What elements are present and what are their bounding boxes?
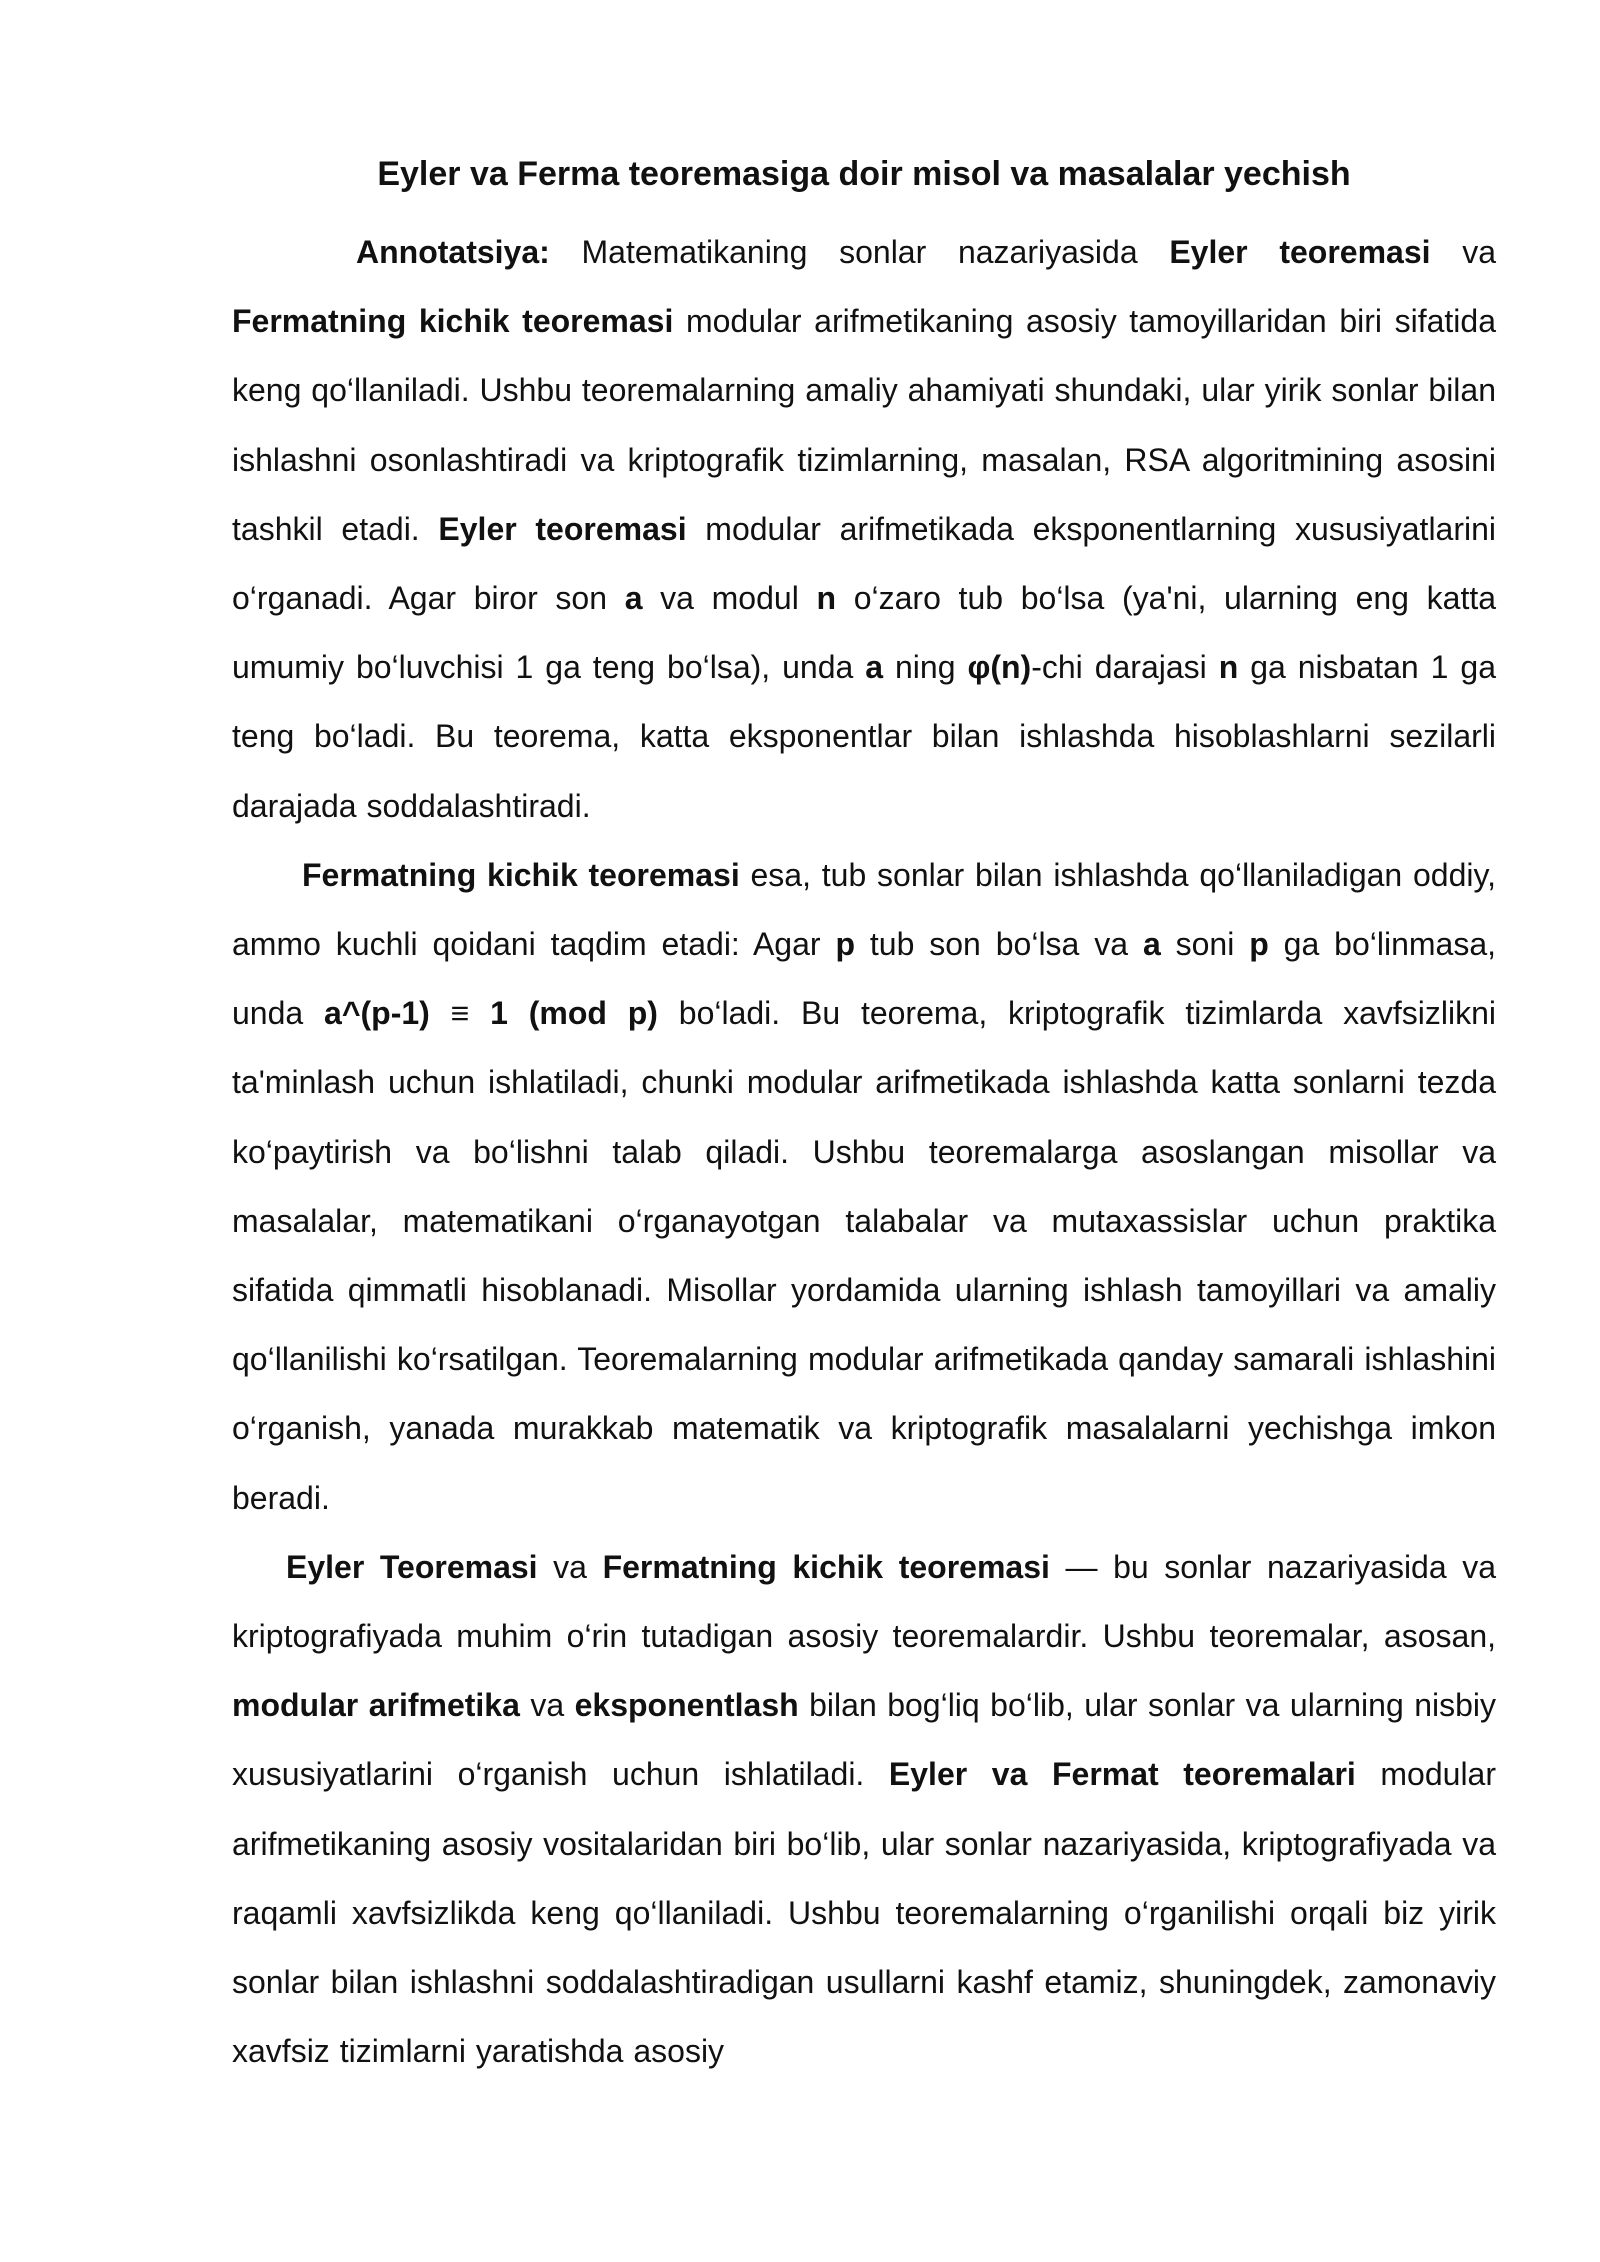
bold-term: Eyler va Fermat teoremalari [888, 1756, 1356, 1793]
document-title: Eyler va Ferma teoremasiga doir misol va masalalar yechish [377, 155, 1351, 193]
bold-term: Eyler Teoremasi [286, 1548, 538, 1585]
text-run: modular arifmetikada eksponentlarning xususiyatlarini o‘rganadi. Agar biror son [232, 510, 1497, 617]
fermat-paragraph [232, 841, 1496, 1533]
text-run: ning [883, 649, 968, 686]
text-run: bo‘ladi. Bu teorema, kriptografik tizimlarda xavfsizlikni ta'minlash uchun ishlatiladi, chunki modular arifmetikada ishlashda katta sonlarni tezda ko‘paytirish va bo‘lishni talab qiladi. Ushbu teoremalarga asoslangan misollar va masalalar, matematikani o‘rganayotgan talabalar va mutaxassislar uchun praktika sifatida qimmatli hisoblanadi. Misollar yordamida ularning ishlash tamoyillari va amaliy qo‘llanilishi ko‘rsatilgan. Teoremalarning modular arifmetikada qanday samarali ishlashini o‘rganish, yanada murakkab matematik va kriptografik masalalarni yechishga imkon beradi. [232, 995, 1497, 1516]
bold-term: n [816, 580, 837, 617]
text-run: ga nisbatan 1 ga teng bo‘ladi. Bu teorema, katta eksponentlar bilan ishlashda hisoblashlarni sezilarli darajada soddalashtiradi. [232, 649, 1497, 824]
text-run: va [519, 1687, 575, 1724]
bold-term: a [1142, 926, 1161, 963]
overview-paragraph [232, 1533, 1496, 2087]
bold-term: modular arifmetika [232, 1687, 520, 1724]
bold-term: φ(n) [967, 649, 1032, 686]
text-run: va [537, 1548, 603, 1585]
bold-term: eksponentlash [574, 1687, 799, 1724]
bold-term: Eyler teoremasi [438, 510, 687, 547]
text-run: -chi darajasi [1031, 649, 1219, 686]
bold-term: p [1249, 926, 1269, 963]
bold-term: Fermatning kichik teoremasi [232, 303, 674, 340]
text-run: ga bo‘linmasa, unda [232, 926, 1497, 1032]
annotation-paragraph [232, 218, 1496, 841]
text-run: tub son bo‘lsa va [854, 926, 1143, 963]
text-run: va [1430, 234, 1497, 270]
text-run: o‘zaro tub bo‘lsa (ya'ni, ularning eng katta umumiy bo‘luvchisi 1 ga teng bo‘lsa), unda [232, 580, 1497, 686]
annotation-label: Annotatsiya: [356, 234, 550, 270]
formula: a^(p-1) ≡ 1 (mod p) [324, 995, 658, 1032]
text-run: — bu sonlar nazariyasida va kriptografiyada muhim o‘rin tutadigan asosiy teoremalardir. Ushbu teoremalar, asosan, [232, 1548, 1497, 1655]
bold-term: Fermatning kichik teoremasi [602, 1548, 1050, 1585]
text-run: modular arifmetikaning asosiy tamoyillaridan biri sifatida keng qo‘llaniladi. Ushbu teoremalarning amaliy ahamiyati shundaki, ular yirik sonlar bilan ishlashni osonlashtiradi va kriptografik tizimlarning, masalan, RSA algoritmining asosini tashkil etadi. [232, 303, 1497, 547]
bold-term: Eyler teoremasi [1169, 234, 1431, 270]
text-run: esa, tub sonlar bilan ishlashda qo‘llaniladigan oddiy, ammo kuchli qoidani taqdim etadi: Agar [232, 856, 1497, 963]
bold-term: Fermatning kichik teoremasi [302, 856, 740, 893]
text-run: va modul [642, 580, 817, 617]
bold-term: p [835, 926, 855, 963]
bold-term: n [1218, 649, 1239, 686]
text-run: bilan bog‘liq bo‘lib, ular sonlar va ularning nisbiy xususiyatlarini o‘rganish uchun ishlatiladi. [232, 1687, 1497, 1793]
bold-term: a [624, 580, 643, 617]
text-run: soni [1160, 926, 1250, 963]
text-run: modular arifmetikaning asosiy vositalaridan biri bo‘lib, ular sonlar nazariyasida, kriptografiyada va raqamli xavfsizlikda keng qo‘llaniladi. Ushbu teoremalarning o‘rganilishi orqali biz yirik sonlar bilan ishlashni soddalashtiradigan usullarni kashf etamiz, shuningdek, zamonaviy xavfsiz tizimlarni yaratishda asosiy [232, 1756, 1496, 2070]
bold-term: a [865, 649, 884, 686]
text-run: Matematikaning sonlar nazariyasida [549, 234, 1170, 270]
